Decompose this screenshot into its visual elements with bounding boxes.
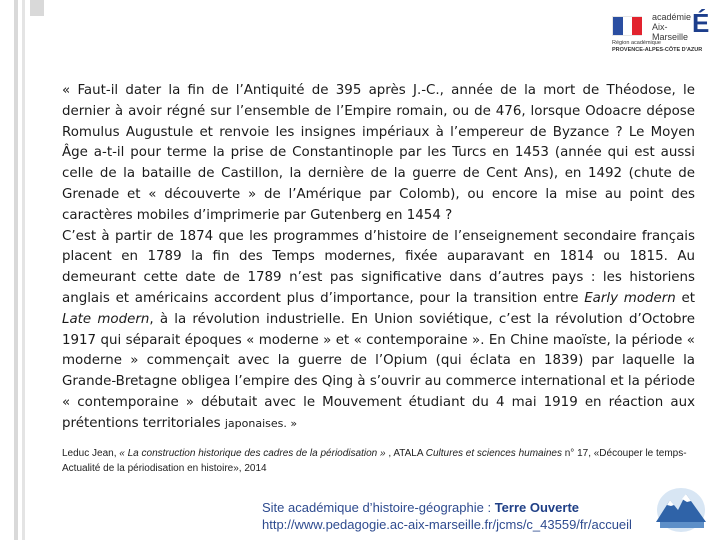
region-label: Région académique	[612, 40, 661, 46]
footer-url[interactable]: http://www.pedagogie.ac-aix-marseille.fr/jcms/c_43559/fr/accueil	[262, 517, 632, 532]
decorative-bar	[22, 0, 25, 540]
region-name: PROVENCE-ALPES-CÔTE D'AZUR	[612, 47, 703, 53]
quote-text	[62, 81, 695, 435]
decorative-bar	[14, 0, 18, 540]
quote-paragraph-1: « Faut-il dater la fin de l’Antiquité de 395 après J.-C., année de la mort de Théodose, le dernier à avoir régné sur l’ensemble de l’Empire romain, ou de 476, lorsque Odoacre dépose Romulus Augustule et renvoie les insignes impériaux à l’empereur de Byzance ? Le Moyen Âge a-t-il pour terme la prise de Constantinople par les Turcs en 1453 (année qui est aussi celle de la bataille de Castillon, la dernière de la guerre de Cent Ans), en 1492 (chute de Grenade et « découverte » de l’Amérique par Colomb), ou encore la mise au point des caractères mobiles d’imprimerie par Gutenberg en 1454 ?	[62, 83, 695, 223]
citation: Leduc Jean, « La construction historique des cadres de la périodisation » , ATALA Cultures et sciences humaines n° 17, «Découper le temps- Actualité de la périodisation en histoire», 2014	[62, 448, 687, 474]
left-decorative-bars	[0, 0, 48, 540]
decorative-strip	[30, 0, 44, 16]
quote-paragraph-2: C’est à partir de 1874 que les programmes d’histoire de l’enseignement secondaire français placent en 1789 la fin des Temps modernes, fixée auparavant en 1814 ou 1815. Au demeurant cette date de 1789 n’est pas significative dans d’autres pays : les historiens anglais et américains accordent plus d’importance, pour la transition entre Early modern et Late modern, à la révolution industrielle. En Union soviétique, c’est la révolution d’Octobre 1917 qui séparait époques « moderne » et « contemporaine ». En Chine maoïste, la période « moderne » commençait avec la guerre de l’Opium (qui éclata en 1839) par laquelle la Grande-Bretagne obligea l’empire des Qing à s’ouvrir au commerce international et la période « contemporaine » débutait avec le Mouvement étudiant du 4 mai 1919 en réaction aux prétentions territoriales japonaises. »	[62, 228, 695, 431]
site-name: Terre Ouverte	[494, 500, 579, 515]
academie-logo	[612, 8, 714, 54]
footer	[262, 499, 632, 533]
logo-letter: É	[692, 8, 710, 38]
french-flag-icon	[612, 16, 642, 36]
academie-label: académie Aix-Marseille	[652, 12, 692, 42]
mountain-logo-icon	[650, 484, 712, 534]
footer-site-line: Site académique d’histoire-géographie : Terre Ouverte	[262, 500, 579, 515]
